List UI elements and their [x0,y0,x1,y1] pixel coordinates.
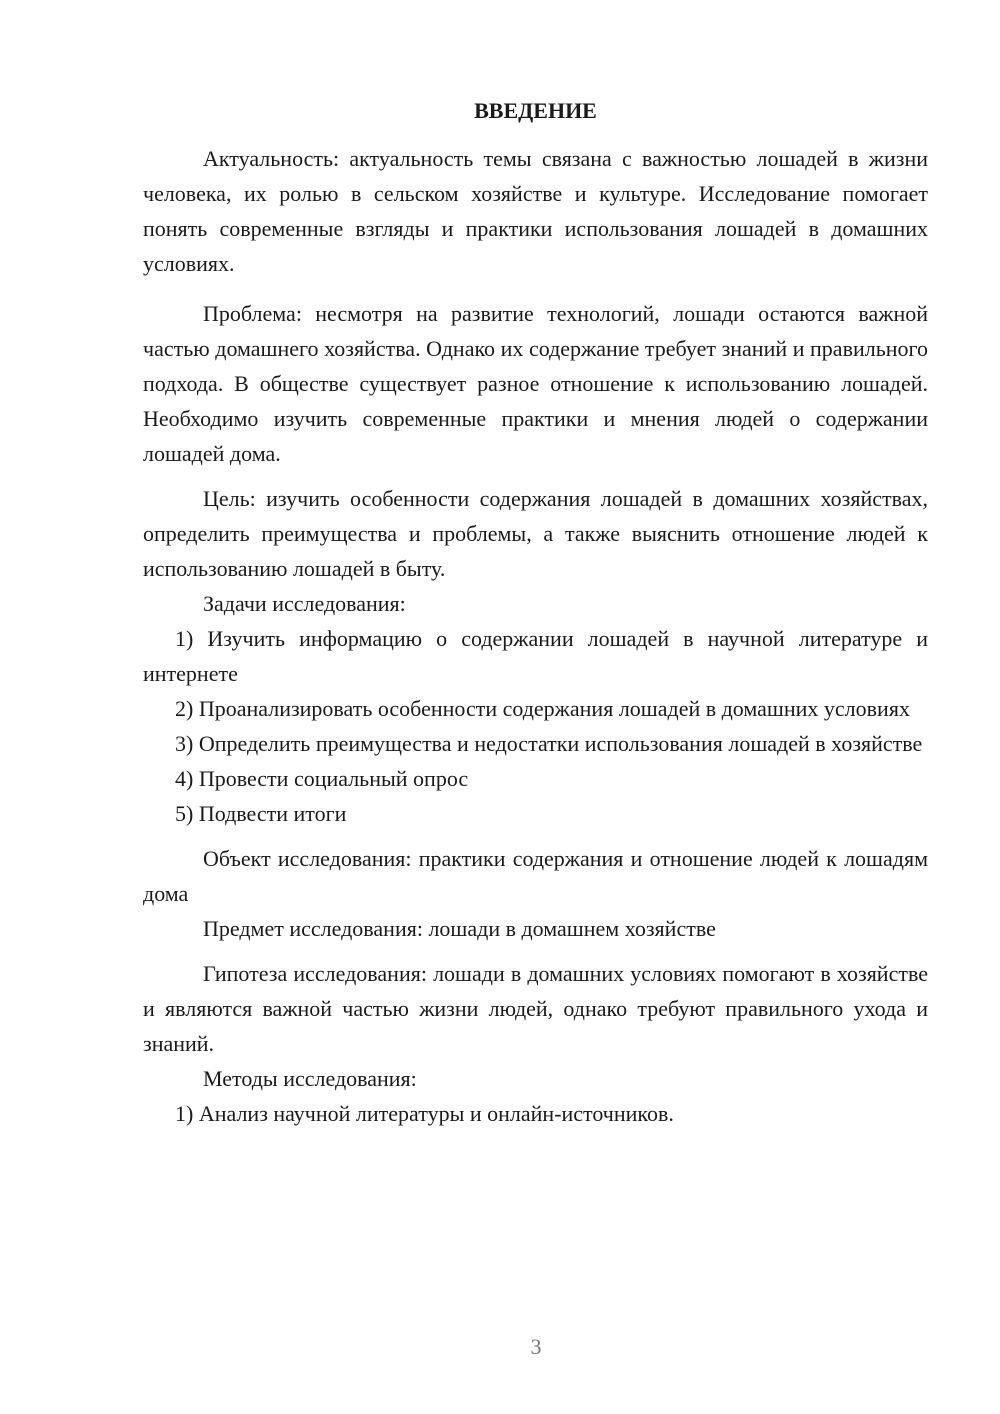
hypothesis-paragraph: Гипотеза исследования: лошади в домашних условиях помогают в хозяйстве и являются важной частью жизни людей, однако требуют правильного ухода и знаний. [143,961,928,1056]
task-item-2: 2) Проанализировать особенности содержания лошадей в домашних условиях [175,696,910,721]
problem-paragraph: Проблема: несмотря на развитие технологий, лошади остаются важной частью домашнего хозяйства. Однако их содержание требует знаний и правильного подхода. В обществе существует разное отношение к использованию лошадей. Необходимо изучить современные практики и мнения людей о содержании лошадей дома. [143,301,928,466]
section-title: ВВЕДЕНИЕ [474,98,597,123]
methods-heading: Методы исследования: [203,1066,417,1091]
page-number: 3 [530,1334,542,1359]
task-item-3: 3) Определить преимущества и недостатки использования лошадей в хозяйстве [175,731,923,756]
subject-paragraph: Предмет исследования: лошади в домашнем хозяйстве [203,916,716,941]
relevance-paragraph: Актуальность: актуальность темы связана с важностью лошадей в жизни человека, их ролью в сельском хозяйстве и культуре. Исследование помогает понять современные взгляды и практики использования лошадей в домашних условиях. [143,146,928,276]
task-item-1: 1) Изучить информацию о содержании лошадей в научной литературе и интернете [143,626,928,686]
page-content [143,96,928,1131]
task-item-5: 5) Подвести итоги [175,801,347,826]
goal-paragraph: Цель: изучить особенности содержания лошадей в домашних хозяйствах, определить преимущества и проблемы, а также выяснить отношение людей к использованию лошадей в быту. [143,486,928,581]
task-item-4: 4) Провести социальный опрос [175,766,469,791]
method-item-1: 1) Анализ научной литературы и онлайн-источников. [175,1101,674,1126]
tasks-heading: Задачи исследования: [203,591,406,616]
object-paragraph: Объект исследования: практики содержания и отношение людей к лошадям дома [143,846,928,906]
